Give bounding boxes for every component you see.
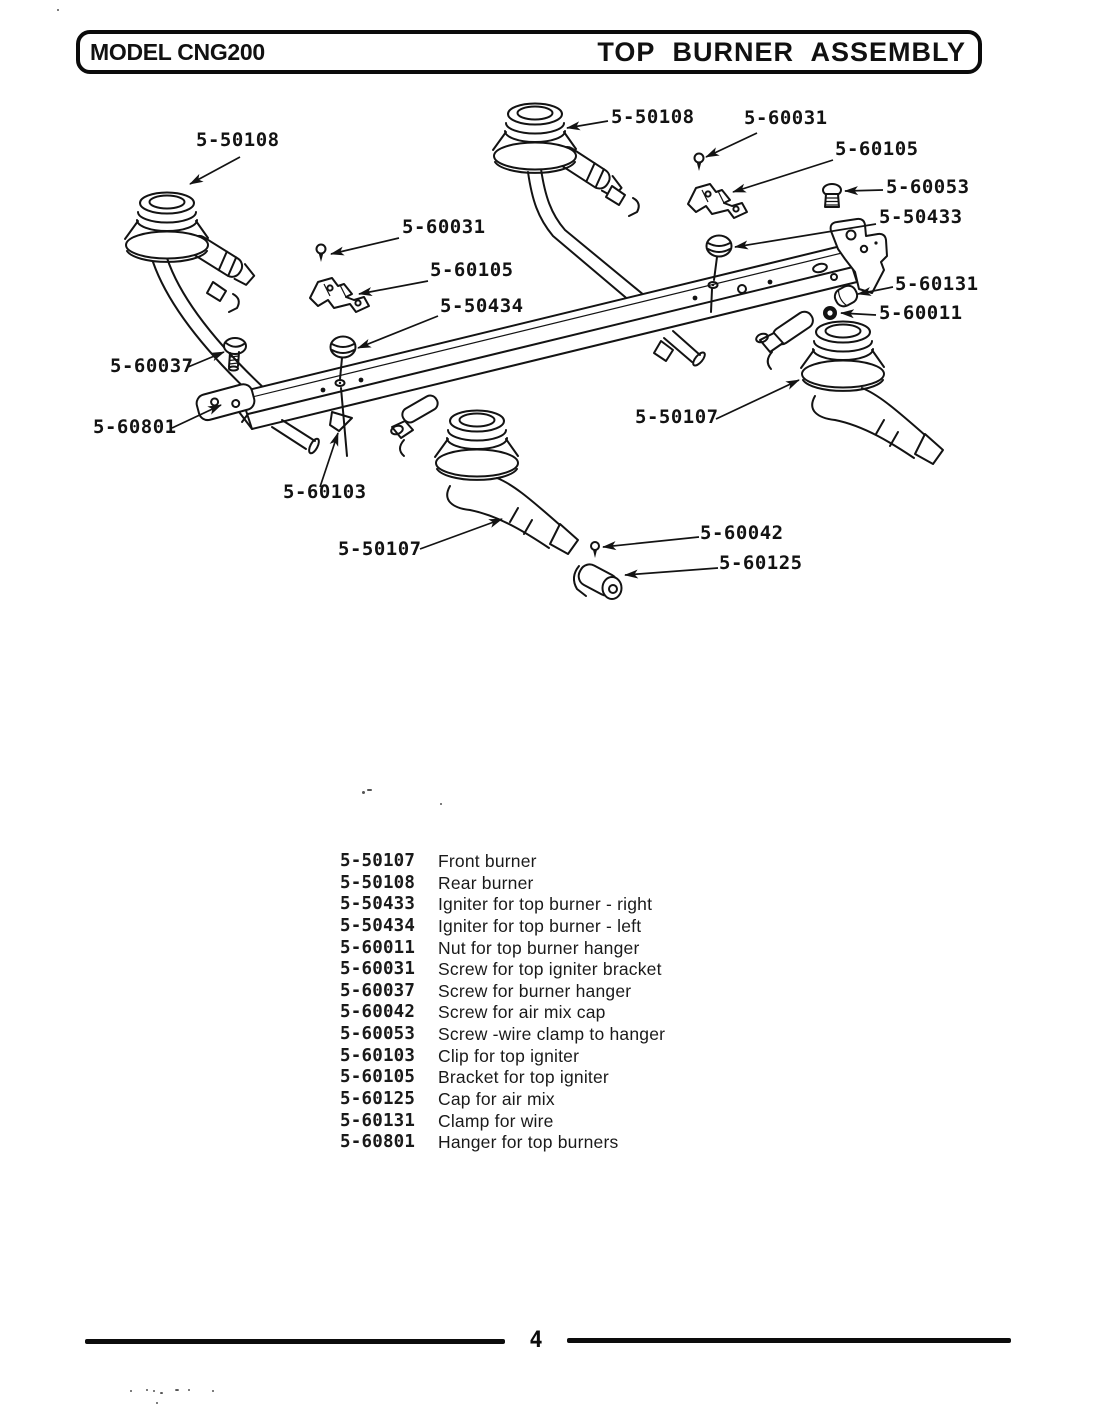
parts-list-row <box>340 959 665 981</box>
wire-clamp-screw-drawing <box>823 184 841 207</box>
part-number: 5-50107 <box>340 851 416 871</box>
callout-label-5-60105: 5-60105 <box>430 259 514 281</box>
callout-leader-5-60011 <box>841 313 876 315</box>
parts-list-row <box>340 938 665 960</box>
part-description: Screw for top igniter bracket <box>438 959 662 980</box>
callout-label-5-60031: 5-60031 <box>402 216 486 238</box>
callout-label-5-60031: 5-60031 <box>744 107 828 129</box>
air-mix-cap-drawing <box>574 561 622 599</box>
callout-label-5-50108: 5-50108 <box>196 129 280 151</box>
callout-label-5-50434: 5-50434 <box>440 295 524 317</box>
part-number: 5-60042 <box>340 1002 416 1023</box>
part-description: Screw -wire clamp to hanger <box>438 1024 666 1045</box>
air-mix-screw-drawing <box>591 542 599 558</box>
callout-leader-5-60042 <box>603 537 699 547</box>
parts-list-row <box>340 1132 665 1154</box>
parts-list-row <box>340 1024 665 1046</box>
callout-label-5-50433: 5-50433 <box>879 206 963 228</box>
page-title: TOP BURNER ASSEMBLY <box>597 36 966 67</box>
part-description: Screw for air mix cap <box>438 1002 606 1023</box>
part-description: Nut for top burner hanger <box>438 937 640 958</box>
callout-leader-5-60053 <box>845 190 883 191</box>
callout-leader-5-60031 <box>331 238 399 254</box>
page-number: 4 <box>529 1328 543 1353</box>
part-description: Bracket for top igniter <box>438 1067 609 1088</box>
part-description: Cap for air mix <box>438 1089 555 1110</box>
parts-list-row <box>340 873 665 895</box>
hanger-screw-drawing <box>224 338 246 371</box>
callout-label-5-60131: 5-60131 <box>895 273 979 295</box>
part-description: Igniter for top burner - left <box>438 915 642 936</box>
callout-label-5-50107: 5-50107 <box>338 538 422 560</box>
parts-list-row <box>340 1111 665 1133</box>
part-description: Clamp for wire <box>438 1110 554 1131</box>
callout-label-5-60105: 5-60105 <box>835 138 919 160</box>
callout-label-5-60042: 5-60042 <box>700 522 784 544</box>
exploded-parts-diagram <box>0 0 1100 660</box>
part-number: 5-60131 <box>340 1110 416 1131</box>
parts-list <box>340 851 665 1154</box>
part-description: Igniter for top burner - right <box>438 894 653 915</box>
part-number: 5-50434 <box>340 915 416 936</box>
footer-rule-right <box>567 1338 1011 1343</box>
part-description: Hanger for top burners <box>438 1132 619 1153</box>
front-burner-center-drawing <box>390 393 578 554</box>
part-number: 5-60125 <box>340 1089 416 1110</box>
part-number: 5-60105 <box>340 1067 416 1088</box>
parts-list-row <box>340 1089 665 1111</box>
callout-leader-5-50107 <box>420 519 502 549</box>
parts-list-row <box>340 916 665 938</box>
parts-list-row <box>340 851 665 873</box>
callout-label-5-60037: 5-60037 <box>110 355 194 377</box>
part-description: Rear burner <box>438 872 534 893</box>
part-description: Clip for top igniter <box>438 1045 580 1066</box>
callout-leader-5-60103 <box>320 433 338 487</box>
callout-leader-5-50108 <box>567 121 608 128</box>
part-description: Screw for burner hanger <box>438 980 632 1001</box>
callout-label-5-60103: 5-60103 <box>283 481 367 503</box>
parts-list-row <box>340 1002 665 1024</box>
bracket-screw-right-drawing <box>695 154 704 172</box>
part-number: 5-60103 <box>340 1045 416 1066</box>
part-number: 5-60801 <box>340 1132 416 1153</box>
callout-label-5-60011: 5-60011 <box>879 302 963 324</box>
rear-burner-center-drawing <box>493 104 662 319</box>
part-number: 5-50108 <box>340 872 416 893</box>
part-number: 5-60053 <box>340 1024 416 1045</box>
callout-label-5-60053: 5-60053 <box>886 176 970 198</box>
callout-leader-5-60105 <box>733 160 833 192</box>
parts-list-row <box>340 981 665 1003</box>
igniter-bracket-right-drawing <box>688 184 747 218</box>
model-label: MODEL CNG200 <box>90 38 265 65</box>
part-description: Front burner <box>438 851 537 871</box>
callout-leader-5-50434 <box>358 316 438 348</box>
parts-list-row <box>340 894 665 916</box>
bracket-screw-left-drawing <box>317 245 326 263</box>
callout-label-5-50108: 5-50108 <box>611 106 695 128</box>
callout-label-5-60801: 5-60801 <box>93 416 177 438</box>
callout-leader-5-50108 <box>190 157 240 184</box>
part-number: 5-60031 <box>340 959 416 980</box>
callout-label-5-60125: 5-60125 <box>719 552 803 574</box>
callout-leader-5-60105 <box>359 281 428 294</box>
part-number: 5-50433 <box>340 894 416 915</box>
igniter-bracket-left-drawing <box>310 278 369 312</box>
parts-list-row <box>340 1046 665 1068</box>
hanger-nut-drawing <box>823 306 837 320</box>
parts-list-row <box>340 1067 665 1089</box>
front-burner-right-drawing <box>755 309 943 464</box>
callout-label-5-50107: 5-50107 <box>635 406 719 428</box>
part-number: 5-60011 <box>340 937 416 958</box>
callout-leader-5-50107 <box>716 380 799 419</box>
part-number: 5-60037 <box>340 980 416 1001</box>
footer-rule-left <box>85 1339 505 1344</box>
callout-leader-5-60125 <box>625 568 718 575</box>
callout-leader-5-60031 <box>706 133 757 157</box>
